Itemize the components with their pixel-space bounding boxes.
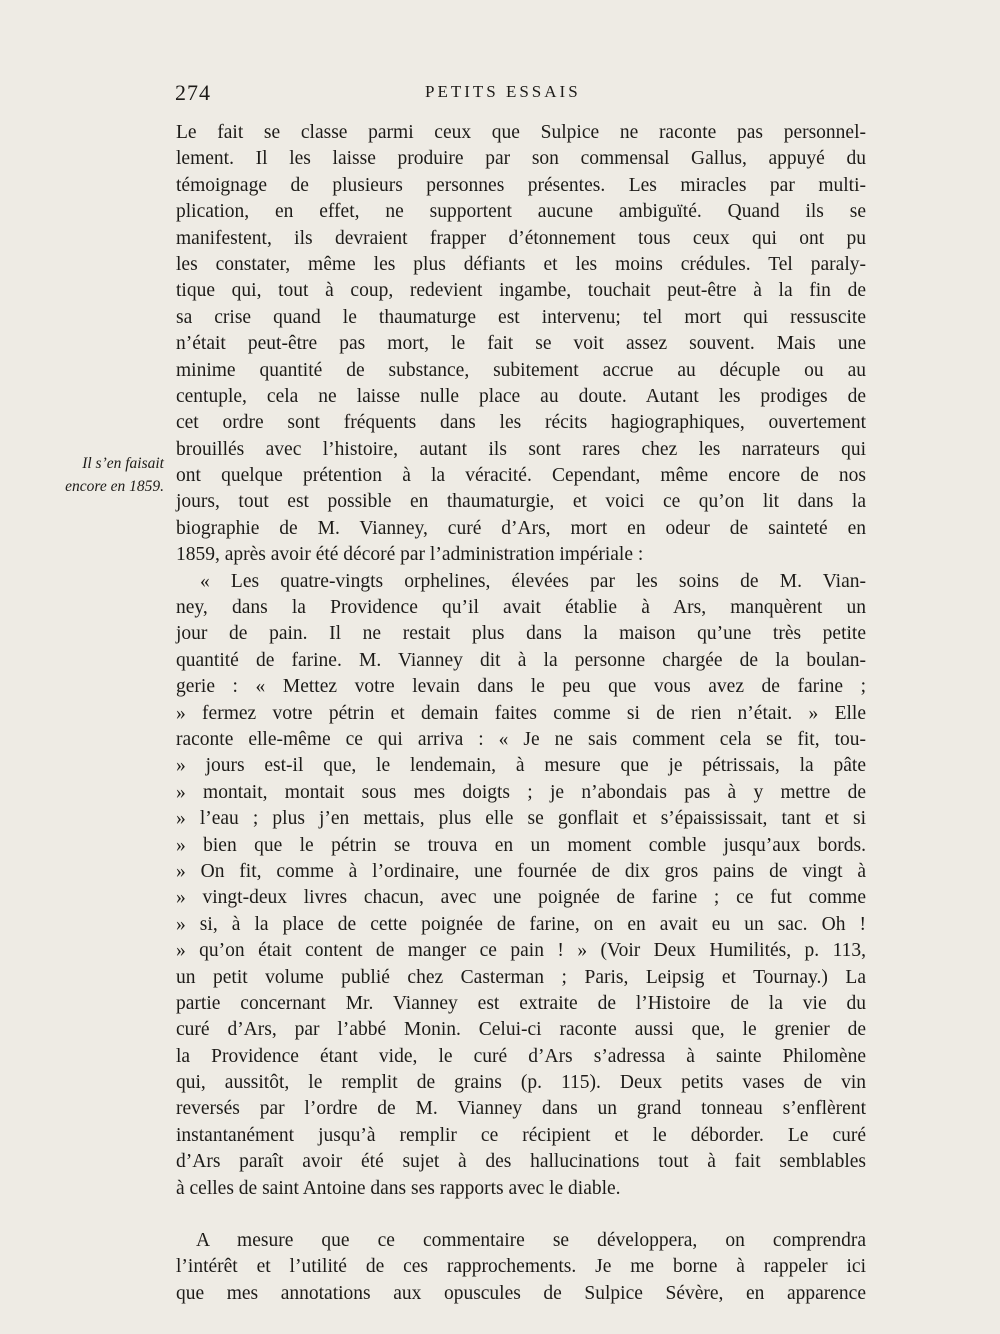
text-line: tique qui, tout à coup, redevient ingambe, touchait peut-être à la fin de	[176, 280, 866, 302]
quote-line: » fermez votre pétrin et demain faites comme si de rien n’était. » Elle	[176, 702, 866, 724]
text-line: cet ordre sont fréquents dans les récits hagiographiques, ouvertement	[176, 412, 866, 434]
running-title: PETITS ESSAIS	[425, 82, 581, 101]
text-line: que mes annotations aux opuscules de Sulpice Sévère, en apparence	[176, 1282, 866, 1304]
quote-line: jour de pain. Il ne restait plus dans la maison qu’une très petite	[176, 623, 866, 645]
text-line: n’était peut-être pas mort, le fait se voit assez souvent. Mais une	[176, 333, 866, 355]
paragraph-gap	[176, 1202, 866, 1228]
quote-line: quantité de farine. M. Vianney dit à la personne chargée de la boulan-	[176, 649, 866, 671]
quote-line: ney, dans la Providence qu’il avait établie à Ars, manquèrent un	[176, 597, 866, 619]
text-line: témoignage de plusieurs personnes présentes. Les miracles par multi-	[176, 174, 866, 196]
text-line: A mesure que ce commentaire se développera, on comprendra	[196, 1230, 866, 1252]
page-number: 274	[175, 80, 211, 105]
quote-line: » bien que le pétrin se trouva en un moment comble jusqu’aux bords.	[176, 834, 866, 856]
quote-line: raconte elle-même ce qui arriva : « Je ne sais comment cela se fit, tou-	[176, 728, 866, 750]
quote-line: à celles de saint Antoine dans ses rapports avec le diable.	[176, 1177, 621, 1199]
text-line: biographie de M. Vianney, curé d’Ars, mort en odeur de sainteté en	[176, 517, 866, 539]
quote-line: la Providence étant vide, le curé d’Ars s’adressa à sainte Philomène	[176, 1045, 866, 1067]
quote-line: » On fit, comme à l’ordinaire, une fournée de dix gros pains de vingt à	[176, 860, 866, 882]
quote-line: gerie : « Mettez votre levain dans le peu que vous avez de farine ;	[176, 676, 866, 698]
quote-line: qui, aussitôt, le remplit de grains (p. 115). Deux petits vases de vin	[176, 1072, 866, 1094]
quote-line: » l’eau ; plus j’en mettais, plus elle se gonflait et s’épaississait, tant et si	[176, 808, 866, 830]
quote-line: reversés par l’ordre de M. Vianney dans un grand tonneau s’enflèrent	[176, 1098, 866, 1120]
quote-line: » vingt-deux livres chacun, avec une poignée de farine ; ce fut comme	[176, 887, 866, 909]
body-text	[176, 120, 866, 1307]
quote-line: » jours est-il que, le lendemain, à mesure que je pétrissais, la pâte	[176, 755, 866, 777]
text-line: lement. Il les laisse produire par son commensal Gallus, appuyé du	[176, 148, 866, 170]
margin-note-line: encore en 1859.	[65, 478, 164, 495]
text-line: minime quantité de substance, subitement accrue au décuple ou au	[176, 359, 866, 381]
quote-line: » montait, montait sous mes doigts ; je n’abondais pas à y mettre de	[176, 781, 866, 803]
paragraph-2	[176, 1228, 866, 1307]
quote-line: instantanément jusqu’à remplir ce récipient et le déborder. Le curé	[176, 1124, 866, 1146]
quote-line: » si, à la place de cette poignée de farine, on en avait eu un sac. Oh !	[176, 913, 866, 935]
quote-line: un petit volume publié chez Casterman ; Paris, Leipsig et Tournay.) La	[176, 966, 866, 988]
text-line: Le fait se classe parmi ceux que Sulpice ne raconte pas personnel-	[176, 122, 866, 143]
text-line: brouillés avec l’histoire, autant ils sont rares chez les narrateurs qui	[176, 438, 866, 460]
text-line: 1859, après avoir été décoré par l’administration impériale :	[176, 544, 644, 566]
text-line: ont quelque prétention à la véracité. Cependant, même encore de nos	[176, 465, 866, 487]
margin-note	[40, 452, 164, 498]
block-quote	[176, 569, 866, 1202]
text-line: l’intérêt et l’utilité de ces rapprochements. Je me borne à rappeler ici	[176, 1256, 866, 1278]
quote-line: » qu’on était content de manger ce pain ! » (Voir Deux Humilités, p. 113,	[176, 940, 866, 962]
quote-line: d’Ars paraît avoir été sujet à des hallucinations tout à fait semblables	[176, 1151, 866, 1173]
page-header	[175, 80, 865, 110]
text-line: sa crise quand le thaumaturge est intervenu; tel mort qui ressuscite	[176, 306, 866, 328]
quote-line: « Les quatre-vingts orphelines, élevées par les soins de M. Vian-	[200, 570, 866, 592]
paragraph-1	[176, 120, 866, 569]
text-line: plication, en effet, ne supportent aucune ambiguïté. Quand ils se	[176, 201, 866, 223]
text-line: jours, tout est possible en thaumaturgie, et voici ce qu’on lit dans la	[176, 491, 866, 513]
text-line: centuple, cela ne laisse nulle place au doute. Autant les prodiges de	[176, 385, 866, 407]
text-line: les constater, même les plus défiants et les moins crédules. Tel paraly-	[176, 253, 866, 275]
text-line: manifestent, ils devraient frapper d’étonnement tous ceux qui ont pu	[176, 227, 866, 249]
quote-line: partie concernant Mr. Vianney est extraite de l’Histoire de la vie du	[176, 992, 866, 1014]
quote-line: curé d’Ars, par l’abbé Monin. Celui-ci raconte aussi que, le grenier de	[176, 1019, 866, 1041]
margin-note-line: Il s’en faisait	[82, 455, 164, 472]
